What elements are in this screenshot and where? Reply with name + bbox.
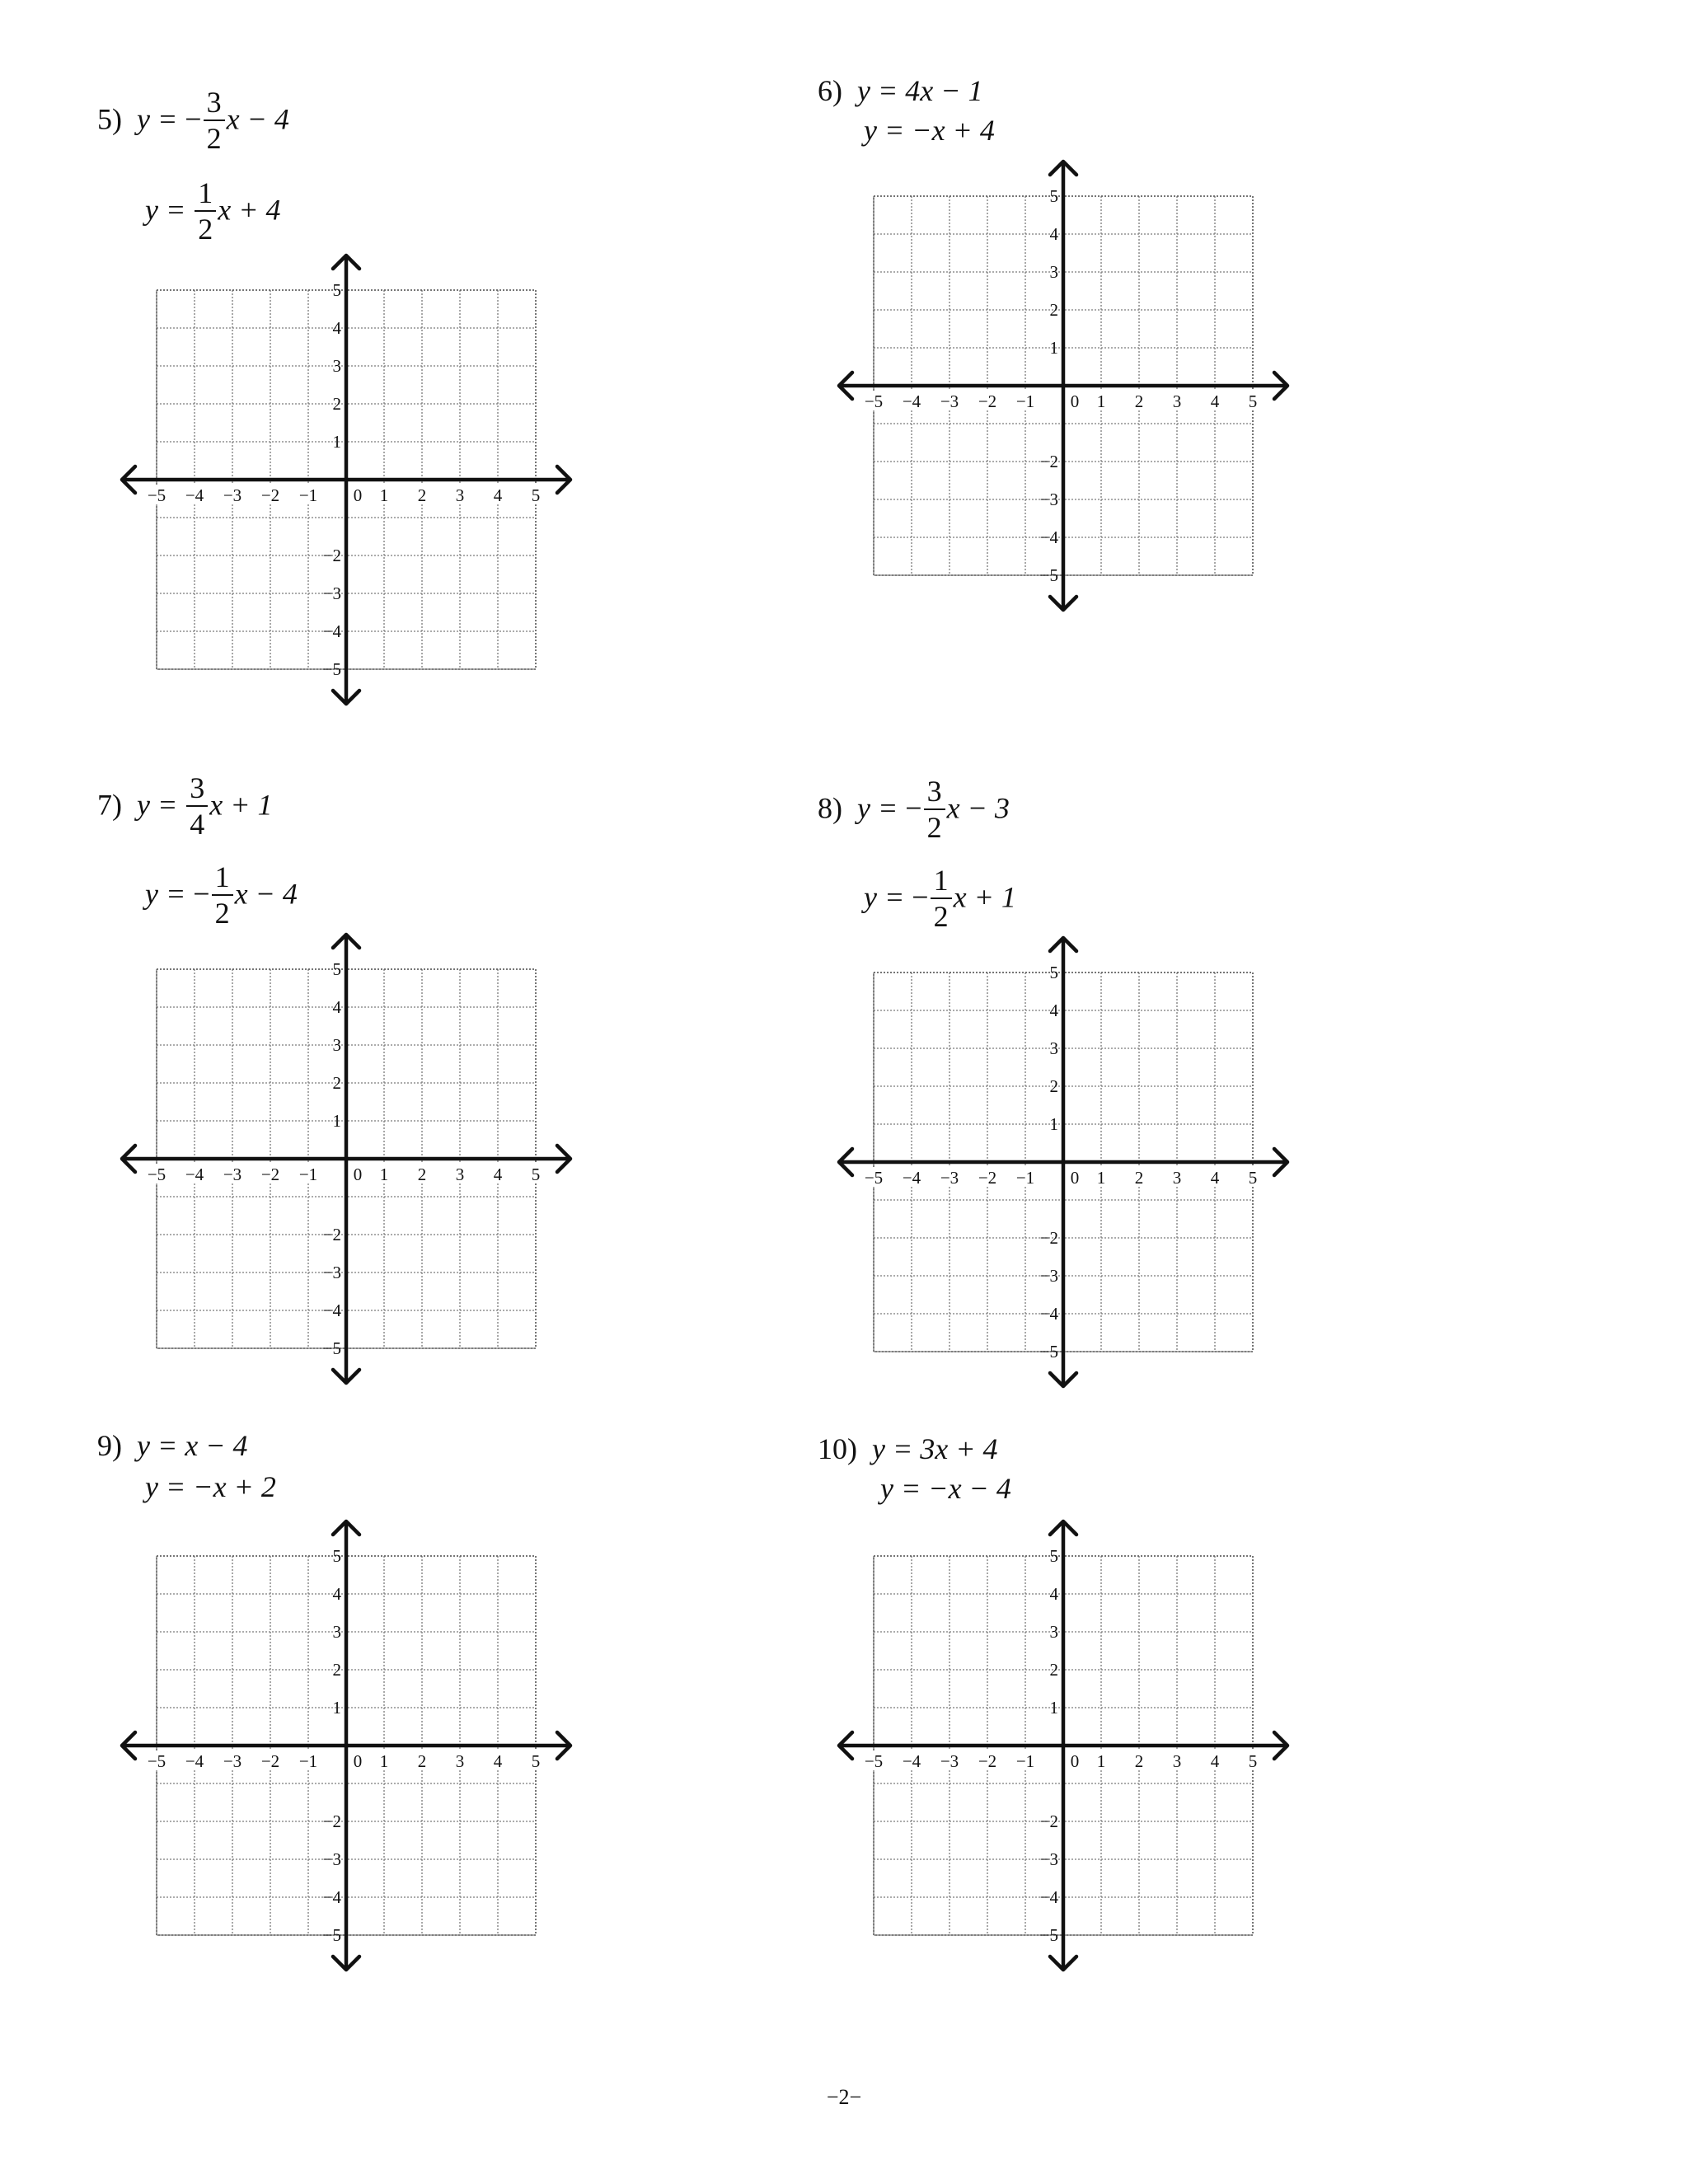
y-tick-label: 4 bbox=[332, 997, 341, 1017]
y-tick-label: 3 bbox=[1049, 1622, 1058, 1642]
y-tick-label: −5 bbox=[1039, 1342, 1058, 1361]
y-tick-label: −4 bbox=[1039, 1887, 1058, 1907]
y-tick-label: 5 bbox=[1049, 963, 1058, 982]
x-tick-label: 2 bbox=[1134, 1168, 1144, 1188]
y-tick-label: 4 bbox=[1049, 1001, 1058, 1020]
x-tick-label: 2 bbox=[1134, 1751, 1144, 1771]
problem-number: 10) bbox=[818, 1432, 857, 1465]
x-tick-label: −1 bbox=[1015, 391, 1035, 411]
y-tick-label: −5 bbox=[322, 1925, 341, 1945]
x-tick-label: −2 bbox=[260, 1751, 280, 1771]
x-tick-label: −4 bbox=[185, 485, 204, 505]
y-tick-label: −5 bbox=[322, 1338, 341, 1358]
x-tick-label: −1 bbox=[298, 1165, 318, 1184]
x-tick-label: −2 bbox=[978, 1751, 997, 1771]
x-tick-label: −5 bbox=[147, 1165, 166, 1184]
x-tick-label: 3 bbox=[1172, 1751, 1182, 1771]
y-tick-label: 3 bbox=[1049, 262, 1058, 282]
problem-number: 7) bbox=[97, 788, 122, 822]
x-tick-label: 5 bbox=[1248, 391, 1258, 411]
x-tick-label: 1 bbox=[379, 1751, 389, 1771]
y-tick-label: 3 bbox=[332, 1035, 341, 1055]
y-tick-label: −2 bbox=[322, 546, 341, 565]
y-tick-label: −3 bbox=[322, 583, 341, 603]
x-tick-label: 2 bbox=[1134, 391, 1144, 411]
problem-number: 8) bbox=[818, 791, 842, 825]
problem-10-equation-1: 10) y = 3x + 4 bbox=[818, 1432, 998, 1465]
y-tick-label: 4 bbox=[1049, 224, 1058, 244]
y-tick-label: 5 bbox=[1049, 186, 1058, 206]
coordinate-grid-9[interactable] bbox=[97, 1497, 595, 1994]
y-tick-label: −2 bbox=[1039, 1811, 1058, 1831]
x-tick-label: −3 bbox=[223, 1165, 242, 1184]
problem-5-equation-1: 5) y = − $\frac{3}{2}$ x − 4 bbox=[97, 86, 289, 155]
x-tick-label: 1 bbox=[1096, 1168, 1106, 1188]
y-tick-label: 1 bbox=[332, 432, 341, 452]
x-tick-label: 5 bbox=[531, 1165, 541, 1184]
problem-8-equation-1: 8) y = − $\frac{3}{2}$ x − 3 bbox=[818, 775, 1010, 844]
x-tick-label: 2 bbox=[417, 485, 427, 505]
x-tick-label: −5 bbox=[864, 1751, 884, 1771]
x-tick-label: −4 bbox=[902, 1168, 921, 1188]
x-tick-label: 3 bbox=[455, 485, 465, 505]
problem-8-equation-2: y = − $\frac{1}{2}$ x + 1 bbox=[864, 864, 1016, 933]
x-tick-label: 2 bbox=[417, 1751, 427, 1771]
x-tick-label: −1 bbox=[298, 1751, 318, 1771]
x-tick-label: 5 bbox=[531, 1751, 541, 1771]
page-number: −2− bbox=[826, 2085, 862, 2109]
problem-9-equation-1: 9) y = x − 4 bbox=[97, 1429, 248, 1462]
x-tick-label: 4 bbox=[1210, 1168, 1220, 1188]
y-tick-label: −2 bbox=[1039, 1228, 1058, 1248]
y-tick-label: 4 bbox=[332, 318, 341, 338]
x-tick-label: −3 bbox=[940, 1168, 959, 1188]
coordinate-grid-7[interactable] bbox=[97, 910, 595, 1408]
x-tick-label: −2 bbox=[978, 391, 997, 411]
y-tick-label: −3 bbox=[322, 1849, 341, 1869]
x-tick-label: −3 bbox=[940, 391, 959, 411]
x-tick-label: −4 bbox=[902, 1751, 921, 1771]
x-tick-label: 4 bbox=[493, 485, 503, 505]
x-tick-label: 1 bbox=[1096, 391, 1106, 411]
y-tick-label: 5 bbox=[1049, 1546, 1058, 1566]
x-tick-label: −2 bbox=[260, 485, 280, 505]
coordinate-grid-10[interactable] bbox=[814, 1497, 1312, 1994]
problem-10-equation-2: y = −x − 4 bbox=[880, 1472, 1011, 1505]
x-tick-label: −5 bbox=[864, 391, 884, 411]
y-tick-label: −5 bbox=[322, 659, 341, 679]
x-tick-label: 3 bbox=[1172, 1168, 1182, 1188]
problem-6-equation-1: 6) y = 4x − 1 bbox=[818, 74, 983, 107]
y-tick-label: −2 bbox=[322, 1225, 341, 1244]
problem-6-equation-2: y = −x + 4 bbox=[864, 114, 995, 147]
x-tick-label: 0 bbox=[353, 1165, 363, 1184]
y-tick-label: 4 bbox=[1049, 1584, 1058, 1604]
y-tick-label: 1 bbox=[1049, 1698, 1058, 1718]
fraction: $\frac{3}{2}$ bbox=[204, 87, 225, 153]
problem-7-equation-1: 7) y = $\frac{3}{4}$ x + 1 bbox=[97, 771, 273, 841]
x-tick-label: −2 bbox=[978, 1168, 997, 1188]
y-tick-label: −4 bbox=[1039, 527, 1058, 547]
x-tick-label: −4 bbox=[902, 391, 921, 411]
y-tick-label: 1 bbox=[332, 1111, 341, 1131]
x-tick-label: 3 bbox=[455, 1165, 465, 1184]
x-tick-label: −5 bbox=[147, 485, 166, 505]
x-tick-label: −4 bbox=[185, 1751, 204, 1771]
y-tick-label: 2 bbox=[332, 1660, 341, 1680]
x-tick-label: −5 bbox=[864, 1168, 884, 1188]
y-tick-label: −3 bbox=[1039, 1849, 1058, 1869]
x-tick-label: 5 bbox=[1248, 1751, 1258, 1771]
x-tick-label: 4 bbox=[1210, 391, 1220, 411]
x-tick-label: −3 bbox=[940, 1751, 959, 1771]
y-tick-label: 5 bbox=[332, 1546, 341, 1566]
coordinate-grid-5[interactable] bbox=[97, 231, 595, 729]
fraction: $\frac{3}{4}$ bbox=[186, 773, 208, 839]
x-tick-label: 4 bbox=[493, 1751, 503, 1771]
x-tick-label: 5 bbox=[1248, 1168, 1258, 1188]
y-tick-label: −4 bbox=[322, 1301, 341, 1320]
x-tick-label: 0 bbox=[1070, 1168, 1080, 1188]
y-tick-label: −4 bbox=[322, 1887, 341, 1907]
x-tick-label: −1 bbox=[1015, 1168, 1035, 1188]
problem-number: 9) bbox=[97, 1429, 122, 1462]
y-tick-label: −3 bbox=[322, 1263, 341, 1282]
x-tick-label: 2 bbox=[417, 1165, 427, 1184]
x-tick-label: 5 bbox=[531, 485, 541, 505]
x-tick-label: −1 bbox=[298, 485, 318, 505]
x-tick-label: 1 bbox=[379, 1165, 389, 1184]
y-tick-label: 3 bbox=[332, 1622, 341, 1642]
y-tick-label: 5 bbox=[332, 959, 341, 979]
y-tick-label: −2 bbox=[1039, 452, 1058, 471]
y-tick-label: −4 bbox=[322, 621, 341, 641]
problem-number: 6) bbox=[818, 74, 842, 107]
x-tick-label: 3 bbox=[455, 1751, 465, 1771]
x-tick-label: 0 bbox=[1070, 391, 1080, 411]
x-tick-label: 4 bbox=[1210, 1751, 1220, 1771]
y-tick-label: 1 bbox=[1049, 1114, 1058, 1134]
x-tick-label: 3 bbox=[1172, 391, 1182, 411]
y-tick-label: 1 bbox=[1049, 338, 1058, 358]
y-tick-label: −4 bbox=[1039, 1304, 1058, 1324]
y-tick-label: −2 bbox=[322, 1811, 341, 1831]
coordinate-grid-8[interactable] bbox=[814, 913, 1312, 1411]
fraction: $\frac{1}{2}$ bbox=[195, 178, 216, 244]
y-tick-label: 2 bbox=[1049, 300, 1058, 320]
x-tick-label: −3 bbox=[223, 1751, 242, 1771]
y-tick-label: −3 bbox=[1039, 1266, 1058, 1286]
x-tick-label: 4 bbox=[493, 1165, 503, 1184]
problem-number: 5) bbox=[97, 102, 122, 136]
y-tick-label: 3 bbox=[332, 356, 341, 376]
y-tick-label: −5 bbox=[1039, 565, 1058, 585]
x-tick-label: 0 bbox=[353, 1751, 363, 1771]
problem-5-equation-2: y = $\frac{1}{2}$ x + 4 bbox=[145, 176, 281, 246]
y-tick-label: 3 bbox=[1049, 1038, 1058, 1058]
y-tick-label: 2 bbox=[332, 394, 341, 414]
problem-9-equation-2: y = −x + 2 bbox=[145, 1470, 276, 1503]
x-tick-label: −5 bbox=[147, 1751, 166, 1771]
y-tick-label: 4 bbox=[332, 1584, 341, 1604]
x-tick-label: −2 bbox=[260, 1165, 280, 1184]
x-tick-label: 1 bbox=[1096, 1751, 1106, 1771]
y-tick-label: 2 bbox=[1049, 1660, 1058, 1680]
y-tick-label: 5 bbox=[332, 280, 341, 300]
problem-7-equation-2: y = − $\frac{1}{2}$ x − 4 bbox=[145, 860, 298, 930]
fraction: $\frac{1}{2}$ bbox=[931, 865, 952, 931]
y-tick-label: 1 bbox=[332, 1698, 341, 1718]
fraction: $\frac{3}{2}$ bbox=[924, 776, 945, 842]
x-tick-label: −3 bbox=[223, 485, 242, 505]
x-tick-label: 0 bbox=[353, 485, 363, 505]
y-tick-label: −5 bbox=[1039, 1925, 1058, 1945]
x-tick-label: −1 bbox=[1015, 1751, 1035, 1771]
coordinate-grid-6[interactable] bbox=[814, 137, 1312, 635]
x-tick-label: −4 bbox=[185, 1165, 204, 1184]
fraction: $\frac{1}{2}$ bbox=[212, 862, 233, 928]
x-tick-label: 1 bbox=[379, 485, 389, 505]
y-tick-label: 2 bbox=[332, 1073, 341, 1093]
y-tick-label: −3 bbox=[1039, 490, 1058, 509]
y-tick-label: 2 bbox=[1049, 1076, 1058, 1096]
x-tick-label: 0 bbox=[1070, 1751, 1080, 1771]
